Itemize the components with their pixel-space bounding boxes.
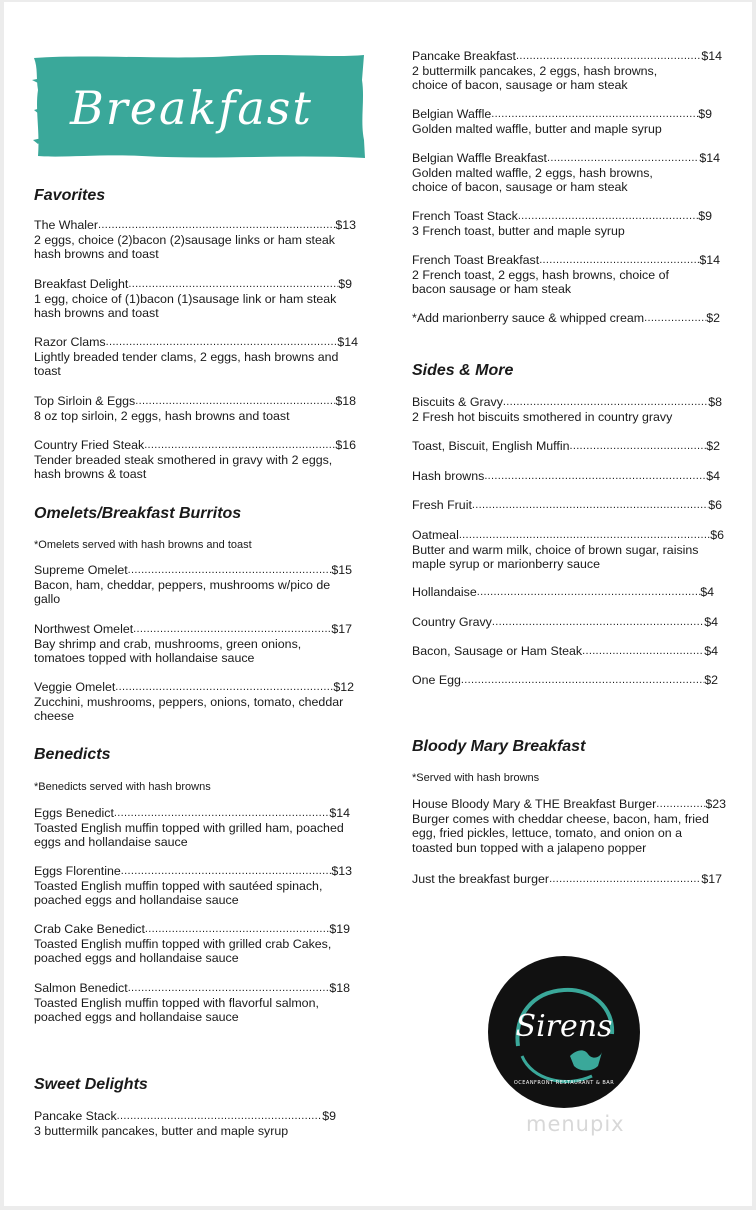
- menu-item: Salmon Benedict ..... $18 Toasted English muffin topped with flavorful salmon, poached eggs and hollandaise sauce: [34, 981, 350, 1025]
- bloody-mary-note: *Served with hash browns: [412, 772, 540, 784]
- menupix-watermark: menupix: [526, 1112, 625, 1136]
- menu-item: Hash browns ..... $4: [412, 469, 720, 484]
- menu-item: Just the breakfast burger ..... $17: [412, 872, 722, 887]
- banner-title: Breakfast: [70, 81, 313, 135]
- sirens-logo: [488, 956, 640, 1108]
- benedicts-note: *Benedicts served with hash browns: [34, 781, 211, 793]
- menu-item: One Egg ..... $2: [412, 673, 718, 688]
- menu-item: French Toast Stack ..... $9 3 French toast, butter and maple syrup: [412, 209, 712, 238]
- menu-item: Northwest Omelet ..... $17 Bay shrimp and crab, mushrooms, green onions, tomatoes topped with hollandaise sauce: [34, 622, 352, 666]
- menu-item: Country Fried Steak ..... $16 Tender breaded steak smothered in gravy with 2 eggs, hash browns & toast: [34, 438, 356, 482]
- favorites-heading: Favorites: [34, 187, 106, 204]
- menu-item: Breakfast Delight ..... $9 1 egg, choice of (1)bacon (1)sausage link or ham steak hash browns and toast: [34, 277, 352, 321]
- menu-item: French Toast Breakfast ..... $14 2 French toast, 2 eggs, hash browns, choice of bacon sausage or ham steak: [412, 253, 720, 297]
- bloody-mary-heading: Bloody Mary Breakfast: [412, 738, 586, 755]
- sweet-heading: Sweet Delights: [34, 1076, 148, 1093]
- menu-item: Oatmeal ..... $6 Butter and warm milk, choice of brown sugar, raisins maple syrup or marionberry sauce: [412, 528, 724, 572]
- menu-item: Eggs Benedict ..... $14 Toasted English muffin topped with grilled ham, poached eggs and hollandaise sauce: [34, 806, 350, 850]
- menu-item: House Bloody Mary & THE Breakfast Burger ..... $23 Burger comes with cheddar cheese, bacon, ham, fried egg, fried pickles, lettuce, tomato, and onion on a toasted bun topped with a jalapeno popper: [412, 797, 726, 855]
- menu-item: Veggie Omelet ..... $12 Zucchini, mushrooms, peppers, onions, tomato, cheddar cheese: [34, 680, 354, 724]
- logo-name: Sirens: [515, 1009, 613, 1044]
- menu-item: Toast, Biscuit, English Muffin ..... $2: [412, 439, 720, 454]
- menu-item: Belgian Waffle Breakfast ..... $14 Golden malted waffle, 2 eggs, hash browns, choice of bacon, sausage or ham steak: [412, 151, 720, 195]
- omelets-note: *Omelets served with hash browns and toast: [34, 539, 252, 551]
- menu-item: The Whaler ..... $13 2 eggs, choice (2)bacon (2)sausage links or ham steak hash browns and toast: [34, 218, 356, 262]
- menu-page: [4, 2, 752, 1206]
- menu-item: Supreme Omelet ..... $15 Bacon, ham, cheddar, peppers, mushrooms w/pico de gallo: [34, 563, 352, 607]
- breakfast-banner: [32, 50, 366, 162]
- logo-ring-text: OCEANFRONT RESTAURANT & BAR: [513, 1080, 615, 1086]
- menu-item: *Add marionberry sauce & whipped cream ..... $2: [412, 311, 720, 326]
- benedicts-heading: Benedicts: [34, 746, 111, 763]
- menu-item: Eggs Florentine ..... $13 Toasted English muffin topped with sautéed spinach, poached eggs and hollandaise sauce: [34, 864, 352, 908]
- menu-item: Razor Clams ..... $14 Lightly breaded tender clams, 2 eggs, hash browns and toast: [34, 335, 358, 379]
- menu-item: Bacon, Sausage or Ham Steak ..... $4: [412, 644, 718, 659]
- menu-item: Belgian Waffle ..... $9 Golden malted waffle, butter and maple syrup: [412, 107, 712, 136]
- menu-item: Country Gravy ..... $4: [412, 615, 718, 630]
- sides-heading: Sides & More: [412, 362, 514, 379]
- omelets-heading: Omelets/Breakfast Burritos: [34, 505, 242, 522]
- menu-item: Hollandaise ..... $4: [412, 585, 714, 600]
- menu-item: Pancake Stack ..... $9 3 buttermilk pancakes, butter and maple syrup: [34, 1109, 336, 1138]
- menu-item: Top Sirloin & Eggs ..... $18 8 oz top sirloin, 2 eggs, hash browns and toast: [34, 394, 356, 423]
- menu-item: Pancake Breakfast ..... $14 2 buttermilk pancakes, 2 eggs, hash browns, choice of bacon, sausage or ham steak: [412, 49, 722, 93]
- menu-item: Fresh Fruit ..... $6: [412, 498, 722, 513]
- menu-item: Biscuits & Gravy ..... $8 2 Fresh hot biscuits smothered in country gravy: [412, 395, 722, 424]
- menu-item: Crab Cake Benedict ..... $19 Toasted English muffin topped with grilled crab Cakes, poached eggs and hollandaise sauce: [34, 922, 350, 966]
